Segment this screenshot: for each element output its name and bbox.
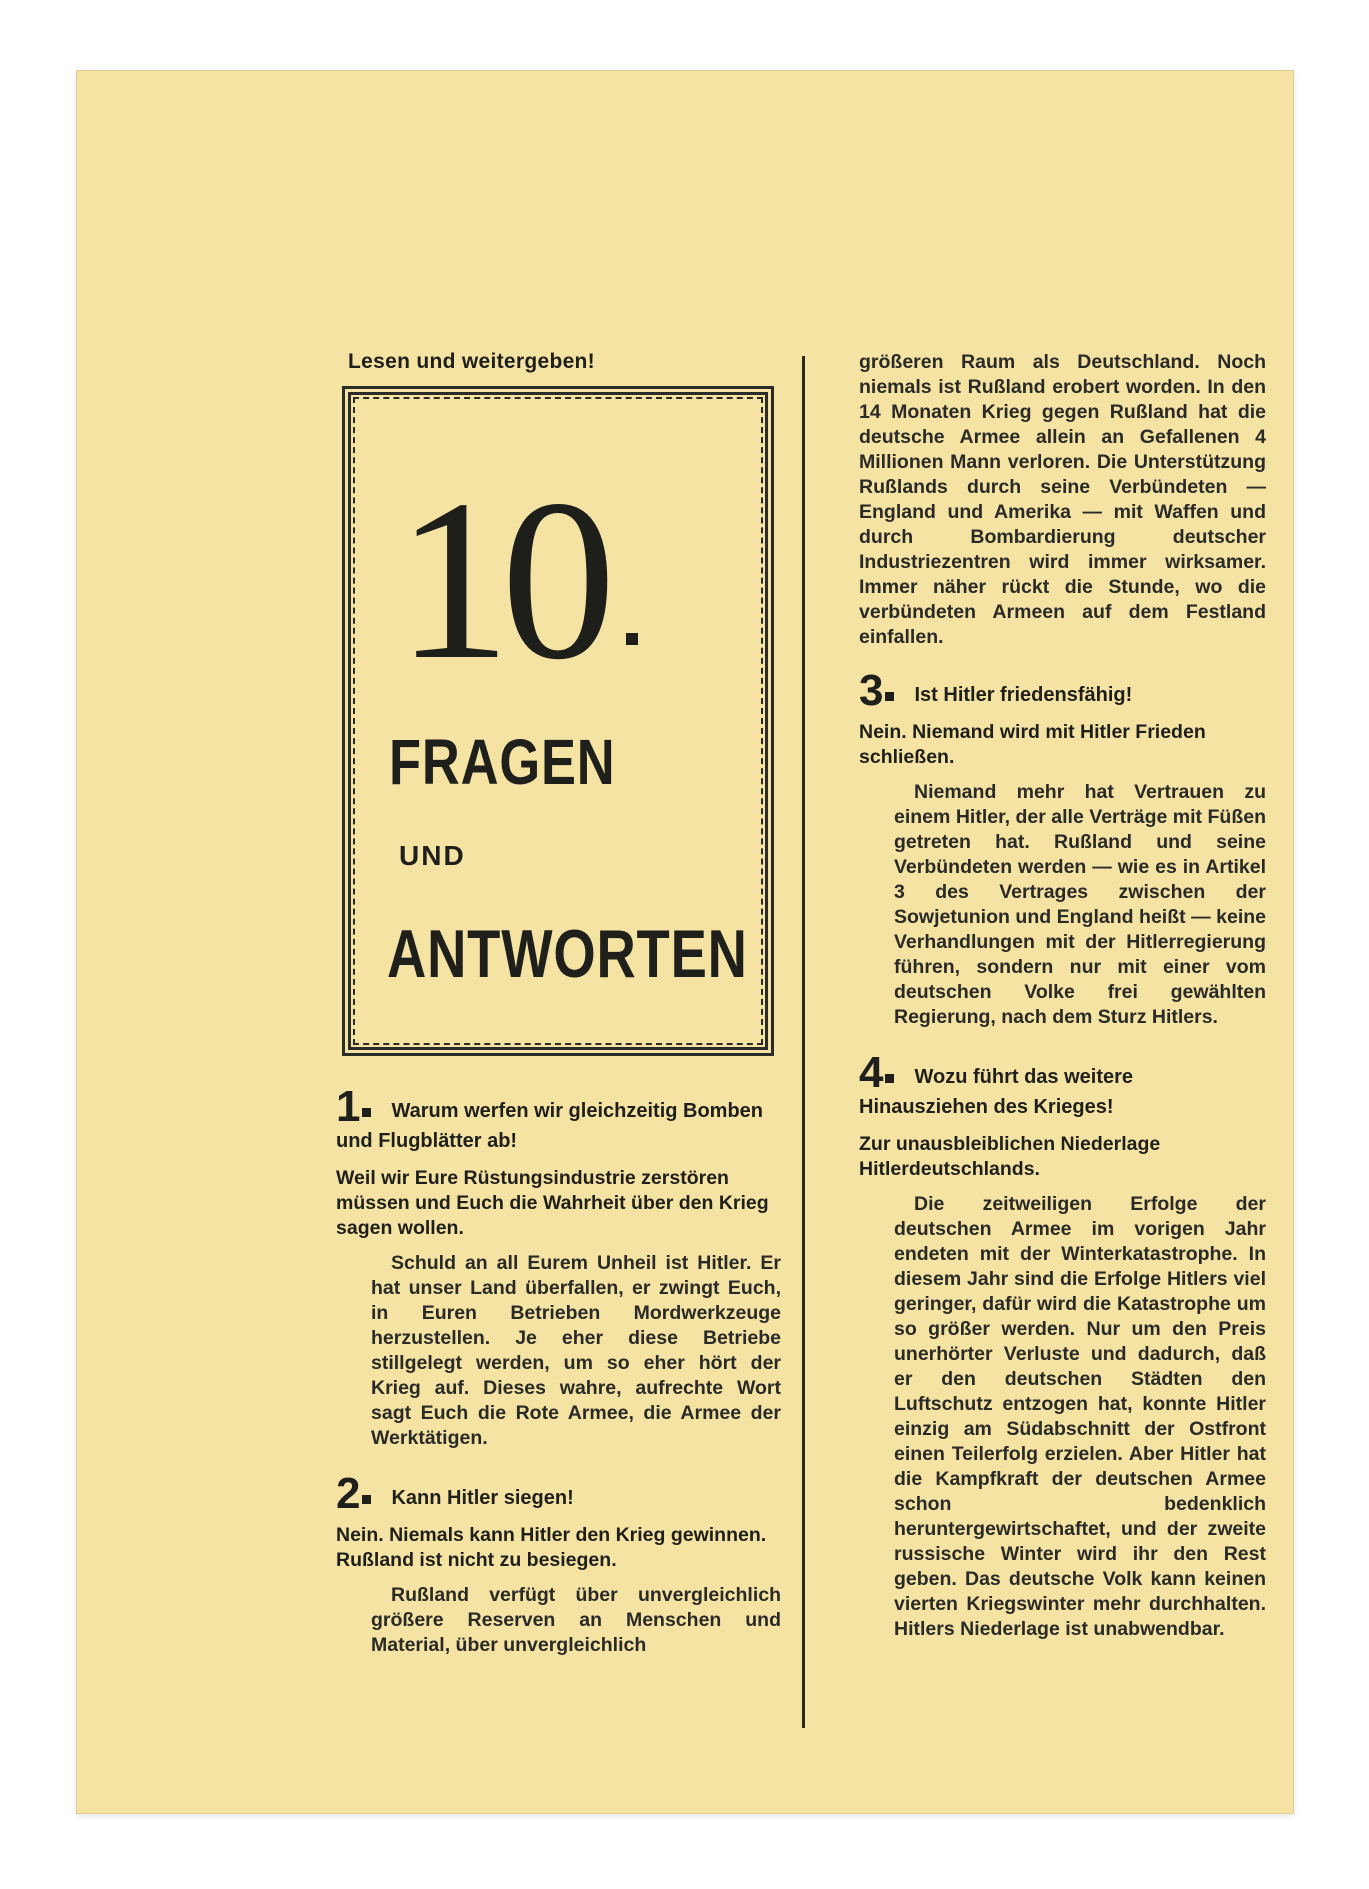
question-3-number: 3 (859, 666, 884, 715)
question-2-heading (336, 1469, 781, 1518)
question-1-answer: Weil wir Eure Rüstungsindustrie zerstören müssen und Euch die Wahrheit über den Krieg sagen wollen. (336, 1167, 769, 1239)
question-1-text: Warum werfen wir gleichzeitig Bomben und Flugblätter ab! (336, 1100, 764, 1152)
question-3 (859, 666, 1266, 1030)
title-dot (626, 633, 638, 645)
question-1-heading (336, 1082, 781, 1156)
column-divider (802, 356, 805, 1728)
title-antworten: ANTWORTEN (387, 916, 748, 992)
question-3-body: Niemand mehr hat Vertrauen zu einem Hitler, der alle Verträge mit Füßen getreten hat. Rußland und seine Verbündeten werden — wie es in Artikel 3 des Vertrages zwischen der Sowjetunion und England heißt — keine Verhandlungen mit der Hitlerregierung führen, sondern nur mit einer vom deutschen Volke frei gewählten Regierung, nach dem Sturz Hitlers. (894, 781, 1266, 1028)
question-2-text: Kann Hitler siegen! (391, 1487, 574, 1509)
question-4-text: Wozu führt das weitere Hinausziehen des Krieges! (859, 1066, 1134, 1118)
question-1-number: 1 (336, 1082, 361, 1131)
title-und: UND (399, 840, 466, 871)
question-2 (336, 1469, 781, 1658)
leaflet-page (336, 350, 1266, 1750)
question-2-answer: Nein. Niemals kann Hitler den Krieg gewinnen. Rußland ist nicht zu besiegen. (336, 1524, 767, 1571)
question-2-body: Rußland verfügt über unvergleichlich größere Reserven an Menschen und Material, über unvergleichlich (371, 1584, 781, 1656)
right-column (859, 350, 1266, 1642)
question-3-text: Ist Hitler friedensfähig! (914, 684, 1133, 706)
question-1-body: Schuld an all Eurem Unheil ist Hitler. Er hat unser Land überfallen, er zwingt Euch, in Euren Betrieben Mordwerkzeuge herzustellen. Je eher diese Betriebe stillgelegt werden, um so eher hört der Krieg auf. Dieses wahre, aufrechte Wort sagt Euch die Rote Armee, die Armee der Werktätigen. (371, 1252, 781, 1449)
question-2-number: 2 (336, 1469, 361, 1518)
leaflet-paper (76, 70, 1294, 1814)
header-line: Lesen und weitergeben! (348, 350, 595, 373)
question-4-heading (859, 1048, 1266, 1122)
question-3-answer: Nein. Niemand wird mit Hitler Frieden schließen. (859, 721, 1206, 768)
question-2-body-continued: größeren Raum als Deutschland. Noch niemals ist Rußland erobert worden. In den 14 Monaten Krieg gegen Rußland hat die deutsche Armee allein an Gefallenen 4 Millionen Mann verloren. Die Unterstützung Rußlands durch seine Verbündeten — England und Amerika — mit Waffen und durch Bombardierung deutscher Industriezentren wird immer wirksamer. Immer näher rückt die Stunde, wo die verbündeten Armeen auf dem Festland einfallen. (859, 351, 1266, 648)
question-4-answer: Zur unausbleiblichen Niederlage Hitlerdeutschlands. (859, 1133, 1161, 1180)
left-column (336, 350, 781, 1658)
question-4 (859, 1048, 1266, 1642)
question-4-number: 4 (859, 1048, 884, 1097)
square-bullet-icon (885, 692, 894, 701)
square-bullet-icon (885, 1074, 894, 1083)
square-bullet-icon (362, 1495, 371, 1504)
question-1 (336, 1082, 781, 1451)
question-3-heading (859, 666, 1266, 715)
question-4-body: Die zeitweiligen Erfolge der deutschen Armee im vorigen Jahr endeten mit der Winterkatastrophe. In diesem Jahr sind die Erfolge Hitlers viel geringer, dafür wird die Katastrophe um so größer werden. Nur um den Preis unerhörter Verluste und dadurch, daß er den deutschen Städten den Luftschutz entzogen hat, konnte Hitler einzig am Südabschnitt der Ostfront einen Teilerfolg erzielen. Aber Hitler hat die Kampfkraft der deutschen Armee schon bedenklich heruntergewirtschaftet, und der zweite russische Winter wird ihr den Rest geben. Das deutsche Volk kann keinen vierten Kriegswinter mehr durchhalten. Hitlers Niederlage ist unabwendbar. (894, 1193, 1266, 1640)
title-box (342, 386, 774, 1056)
square-bullet-icon (362, 1108, 371, 1117)
title-fragen: FRAGEN (389, 726, 616, 798)
title-number: 10 (396, 452, 606, 707)
